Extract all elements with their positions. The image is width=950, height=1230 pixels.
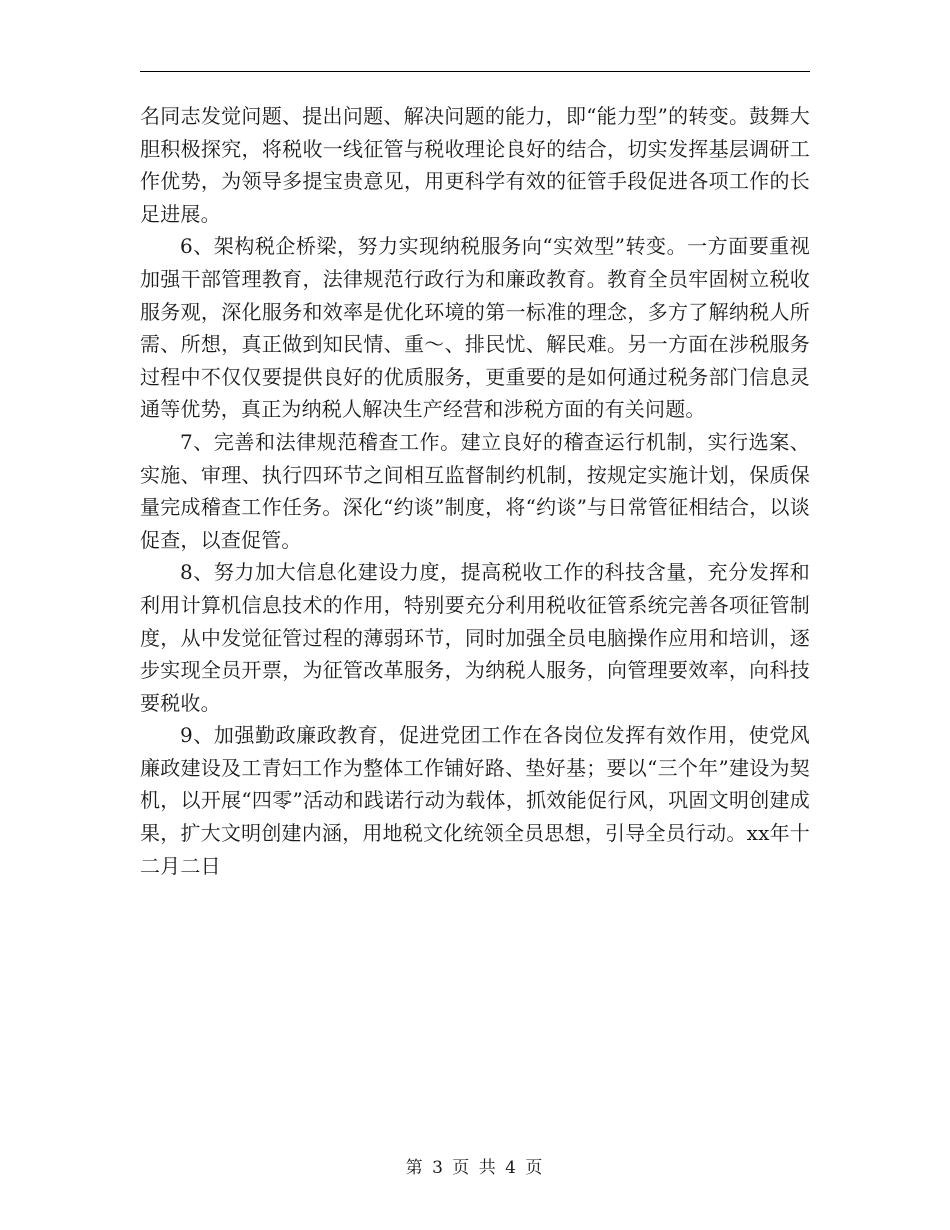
header-rule	[140, 71, 810, 72]
paragraph-continuation: 名同志发觉问题、提出问题、解决问题的能力，即“能力型”的转变。鼓舞大胆积极探究，将税收一线征管与税收理论良好的结合，切实发挥基层调研工作优势，为领导多提宝贵意见，用更科学有效的征管手段促进各项工作的长足进展。	[140, 104, 810, 226]
paragraph-item-8: 8、努力加大信息化建设力度，提高税收工作的科技含量，充分发挥和利用计算机信息技术的作用，特别要充分利用税收征管系统完善各项征管制度，从中发觉征管过程的薄弱环节，同时加强全员电脑操作应用和培训，逐步实现全员开票，为征管改革服务，为纳税人服务，向管理要效率，向科技要税收。	[140, 560, 810, 715]
paragraph-item-6: 6、架构税企桥梁，努力实现纳税服务向“实效型”转变。一方面要重视加强干部管理教育，法律规范行政行为和廉政教育。教育全员牢固树立税收服务观，深化服务和效率是优化环境的第一标准的理念，多方了解纳税人所需、所想，真正做到知民情、重～、排民忧、解民难。另一方面在涉税服务过程中不仅仅要提供良好的优质服务，更重要的是如何通过税务部门信息灵通等优势，真正为纳税人解决生产经营和涉税方面的有关问题。	[140, 234, 810, 422]
page-number-footer: 第 3 页 共 4 页	[405, 1158, 545, 1178]
document-body	[140, 100, 810, 882]
paragraph-item-7: 7、完善和法律规范稽查工作。建立良好的稽查运行机制，实行选案、实施、审理、执行四环节之间相互监督制约机制，按规定实施计划，保质保量完成稽查工作任务。深化“约谈”制度，将“约谈”与日常管征相结合，以谈促查，以查促管。	[140, 429, 810, 552]
paragraph-item-9: 9、加强勤政廉政教育，促进党团工作在各岗位发挥有效作用，使党风廉政建设及工青妇工作为整体工作铺好路、垫好基；要以“三个年”建设为契机，以开展“四零”活动和践诺行动为载体，抓效能促行风，巩固文明创建成果，扩大文明创建内涵，用地税文化统领全员思想，引导全员行动。xx年十二月二日	[140, 723, 810, 878]
